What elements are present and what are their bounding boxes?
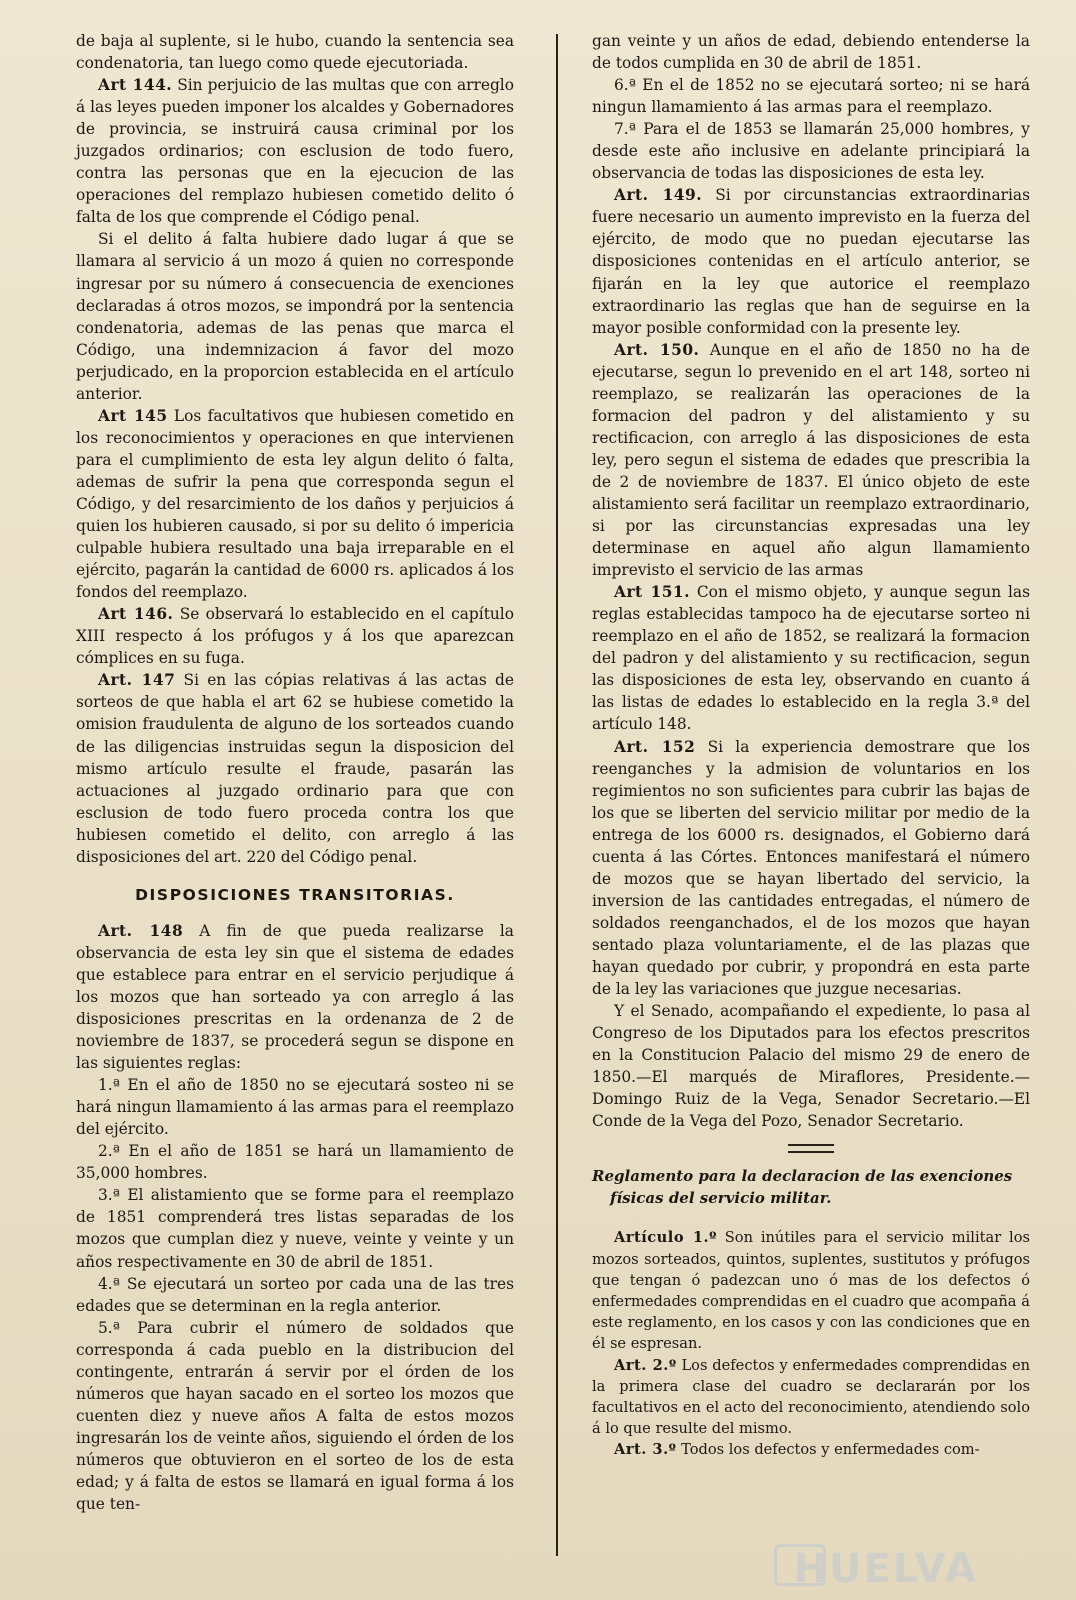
rule-2: 2.ª En el año de 1851 se hará un llamamiento de 35,000 hombres. xyxy=(76,1142,514,1183)
ornament-divider xyxy=(788,1144,834,1153)
article-text: Si por circunstancias extraordinarias fuere necesario un aumento imprevisto en la fuerza del ejército, de modo que no puedan ejecutarse las disposiciones contenidas en el artículo anterior, se fijarán en la ley que autorice el reemplazo extraordinario las reglas que han de seguirse en la mayor posible conformidad con la presente ley. xyxy=(592,186,1030,337)
paragraph: Si el delito á falta hubiere dado lugar á que se llamara al servicio á un mozo á quien no corresponde ingresar por su número á consecuencia de exenciones declaradas á otros mozos, se impondrá por la sentencia condenatoria, ademas de las penas que marca el Código, una indemnizacion á favor del mozo perjudicado, en la proporcion establecida en el artículo anterior. xyxy=(76,230,514,403)
article-149 xyxy=(592,184,1030,338)
article-text: Si la experiencia demostrare que los reenganches y la admision de voluntarios en los regimientos no son suficientes para cubrir las bajas de los que se liberten del servicio militar por medio de la entrega de los 6000 rs. designados, el Gobierno dará cuenta á las Córtes. Entonces manifestará el número de mozos que se hayan libertado del servicio, la inversion de las cantidades entregadas, el número de soldados reenganchados, el de los mozos que hayan sentado plaza voluntariamente, el de las plazas que hayan quedado por cubrir, y propondrá en esta parte de la ley las variaciones que juzgue necesarias. xyxy=(592,737,1030,999)
heading-line: físicas del servicio militar. xyxy=(610,1189,832,1208)
article-152 xyxy=(592,736,1030,1001)
article-144 xyxy=(76,74,514,228)
article-number: Art 146. xyxy=(98,605,174,624)
article-number: Art 144. xyxy=(98,76,173,95)
article-text: Con el mismo objeto, y aunque segun las reglas establecidas tampoco ha de ejecutarse sorteo ni reemplazo en el año de 1852, se realizará la formacion del padron y del alistamiento y su rectificacion, segun las disposiciones de esta ley, observando en cuanto á las listas de edades lo establecido en la regla 3.ª del artículo 148. xyxy=(592,583,1030,734)
article-148 xyxy=(76,920,514,1074)
article-text: Se observará lo establecido en el capítulo XIII respecto á los prófugos y á los que aparezcan cómplices en su fuga. xyxy=(76,605,514,668)
section-title: DISPOSICIONES TRANSITORIAS. xyxy=(135,885,455,904)
heading-line: Reglamento para la declaracion de las exenciones xyxy=(592,1167,1013,1186)
article-number: Art. 152 xyxy=(614,737,696,756)
article-number: Art. 149. xyxy=(614,186,703,205)
article-text: Aunque en el año de 1850 no ha de ejecutarse, segun lo prevenido en el art 148, sorteo ni reemplazo, se realizarán las operaciones de la formacion del padron y del alistamiento y su rectificacion, con arreglo á las disposiciones de esta ley, pero segun el sistema de edades que prescribia la de 2 de noviembre de 1837. El único objeto de este alistamiento será facilitar un reemplazo extraordinario, si por las circunstancias expresadas una ley determinase en aquel año algun llamamiento imprevisto el servicio de las armas xyxy=(592,340,1030,580)
rule-6: 6.ª En el de 1852 no se ejecutará sorteo; ni se hará ningun llamamiento á las armas para el reemplazo. xyxy=(592,76,1030,117)
article-number: Art. 150. xyxy=(614,340,700,359)
paragraph: gan veinte y un años de edad, debiendo entenderse la de todos cumplida en 30 de abril de 1851. xyxy=(592,32,1030,73)
article-147 xyxy=(76,669,514,867)
article-text: Si en las cópias relativas á las actas de sorteos de que habla el art 62 se hubiese cometido la omision fraudulenta de alguno de los sorteados cuando de las diligencias instruidas segun la disposicion del mismo artículo resulte el fraude, pasarán las actuaciones al juzgado ordinario para que con esclusion de todo fuero proceda contra los que hubiesen cometido el delito, con arreglo á las disposiciones del art. 220 del Código penal. xyxy=(76,671,514,866)
archive-watermark: HUELVA xyxy=(793,1546,978,1592)
article-150 xyxy=(592,339,1030,582)
rule-4: 4.ª Se ejecutará un sorteo por cada una de las tres edades que se determinan en la regla anterior. xyxy=(76,1274,514,1315)
reg-article-1 xyxy=(592,1227,1030,1354)
rule-5: 5.ª Para cubrir el número de soldados que corresponda á cada pueblo en la distribucion del contingente, entrarán á servir por el órden de los números que hayan sacado en el sorteo los mozos que cuenten diez y nueve años A falta de estos mozos ingresarán los de veinte años, siguiendo el órden de los números que obtuvieron en el sorteo de los de esta edad; y á falta de estos se llamará en igual forma á los que ten- xyxy=(76,1318,514,1514)
article-text: Los defectos y enfermedades comprendidas en la primera clase del cuadro se declararán por los facultativos en el acto del reconocimiento, atendiendo solo á lo que resulte del mismo. xyxy=(592,1356,1030,1438)
regulation-heading xyxy=(592,1165,1030,1209)
article-number: Artículo 1.º xyxy=(614,1229,717,1247)
article-text: Los facultativos que hubiesen cometido en los reconocimientos y operaciones en que intervienen para el cumplimiento de esta ley algun delito ó falta, ademas de sufrir la pena que corresponda segun el Código, y del resarcimiento de los daños y perjuicios á quien los hubieren causado, si por su delito ó impericia culpable hubiera resultado una baja irreparable en el ejército, pagarán la cantidad de 6000 rs. aplicados á los fondos del reemplazo. xyxy=(76,406,514,602)
rule-3: 3.ª El alistamiento que se forme para el reemplazo de 1851 comprenderá tres listas separadas de los mozos que cumplan diez y nueve, veinte y veinte y un años respectivamente en 30 de abril de 1851. xyxy=(76,1186,514,1271)
article-number: Art. 3.º xyxy=(614,1441,677,1459)
rule-1: 1.ª En el año de 1850 no se ejecutará sosteo ni se hará ningun llamamiento á las armas para el reemplazo del ejército. xyxy=(76,1076,514,1139)
article-text: Son inútiles para el servicio militar los mozos sorteados, quintos, suplentes, sustitutos y prófugos que tengan ó padezcan uno ó mas de los defectos ó enfermedades comprendidas en el cuadro que acompaña á este reglamento, en los casos y con las condiciones que en él se espresan. xyxy=(592,1229,1030,1353)
right-column xyxy=(592,30,1030,1461)
reg-article-2 xyxy=(592,1355,1030,1440)
column-divider xyxy=(556,34,558,1556)
article-text: A fin de que pueda realizarse la observancia de esta ley sin que el sistema de edades que establece para entrar en el servicio perjudique á los mozos que han sorteado ya con arreglo á las disposiciones prescritas en la ordenanza de 2 de noviembre de 1837, se procederá segun se dispone en las siguientes reglas: xyxy=(76,921,514,1073)
article-146 xyxy=(76,603,514,669)
article-number: Art. 148 xyxy=(98,921,184,940)
article-number: Art. 2.º xyxy=(614,1356,677,1374)
article-text: Todos los defectos y enfermedades com- xyxy=(676,1441,980,1459)
article-number: Art 151. xyxy=(614,583,691,602)
rule-7: 7.ª Para el de 1853 se llamarán 25,000 hombres, y desde este año inclusive en adelante principiará la observancia de todas las disposiciones de esta ley. xyxy=(592,120,1030,183)
closing-paragraph: Y el Senado, acompañando el expediente, lo pasa al Congreso de los Diputados para los efectos prescritos en la Constitucion Palacio del mismo 29 de enero de 1850.—El marqués de Miraflores, Presidente.—Domingo Ruiz de la Vega, Senador Secretario.—El Conde de la Vega del Pozo, Senador Secretario. xyxy=(592,1002,1030,1131)
article-number: Art 145 xyxy=(98,406,168,425)
left-column xyxy=(76,30,514,1515)
article-151 xyxy=(592,581,1030,735)
article-text: Sin perjuicio de las multas que con arreglo á las leyes pueden imponer los alcaldes y Gobernadores de provincia, se instruirá causa criminal por los juzgados ordinarios; con esclusion de todo fuero, contra las personas que en la ejecucion de las operaciones del remplazo hubiesen cometido delito ó falta de los que comprende el Código penal. xyxy=(76,76,514,227)
article-145 xyxy=(76,405,514,603)
reg-article-3 xyxy=(592,1439,1030,1460)
article-number: Art. 147 xyxy=(98,671,176,690)
paragraph: de baja al suplente, si le hubo, cuando la sentencia sea condenatoria, tan luego como quede ejecutoriada. xyxy=(76,32,514,73)
